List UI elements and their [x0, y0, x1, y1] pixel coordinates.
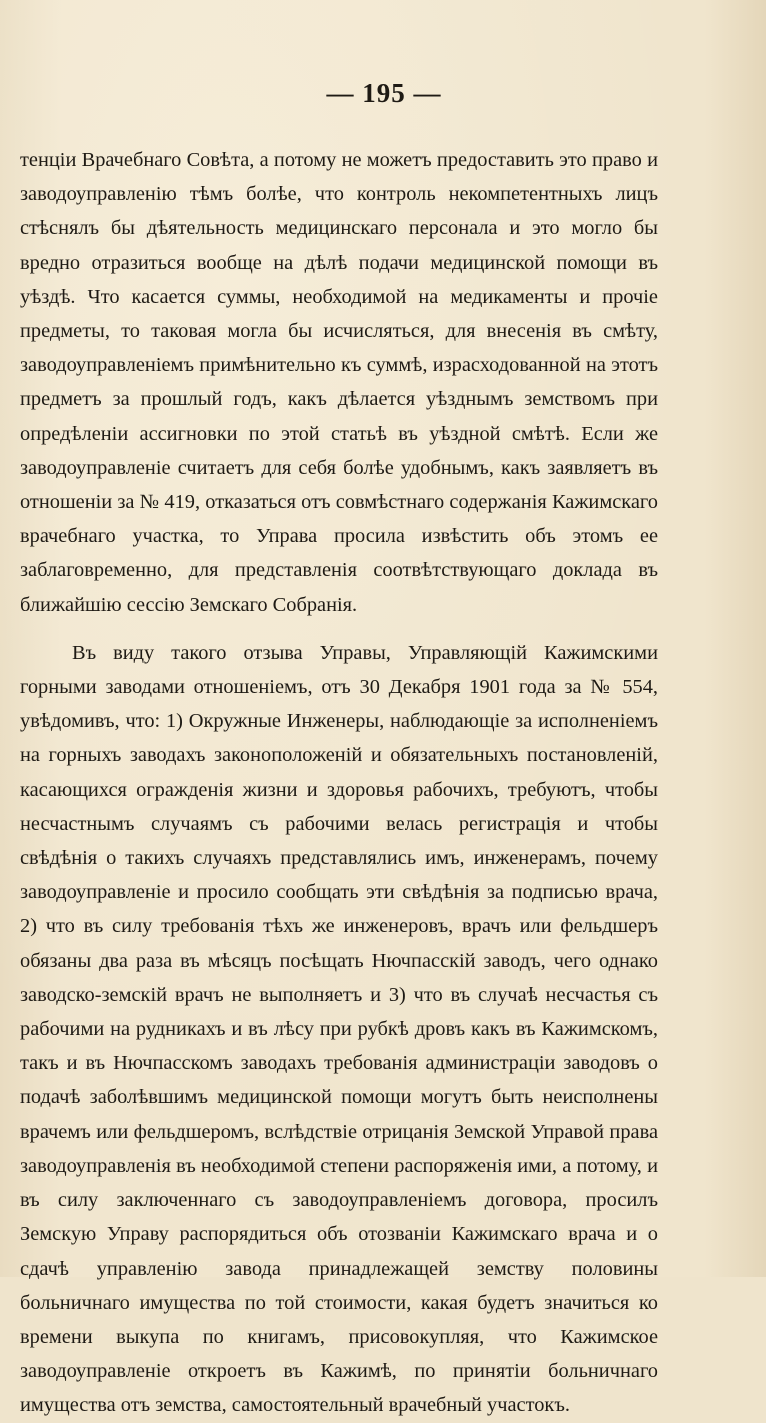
page-number: — 195 —	[326, 78, 442, 108]
paragraph-1: тенціи Врачебнаго Совѣта, а потому не можетъ предоставить это право и заводоуправленію тѣмъ болѣе, что контроль некомпетентныхъ лицъ стѣснялъ бы дѣятельность медицинскаго персонала и это могло бы вредно отразиться вообще на дѣлѣ подачи медицинской помощи въ уѣздѣ. Что касается суммы, необходимой на медикаменты и прочіе предметы, то таковая могла бы исчисляться, для внесенія въ смѣту, заводоуправленіемъ примѣнительно къ суммѣ, израсходованной на этотъ предметъ за прошлый годъ, какъ дѣлается уѣзднымъ земствомъ при опредѣленіи ассигновки по этой статьѣ въ уѣздной смѣтѣ. Если же заводоуправленіе считаетъ для себя болѣе удобнымъ, какъ заявляетъ въ отношеніи за № 419, отказаться отъ совмѣстнаго содержанія Кажимскаго врачебнаго участка, то Управа просила извѣстить объ этомъ ее заблаговременно, для представленія соотвѣтствующаго доклада въ ближайшію сессію Земскаго Собранія.	[20, 149, 658, 616]
paragraph-2: Въ виду такого отзыва Управы, Управляющій Кажимскими горными заводами отношеніемъ, отъ 30 Декабря 1901 года за № 554, увѣдомивъ, что: 1) Окружные Инженеры, наблюдающіе за исполненіемъ на горныхъ заводахъ законоположеній и обязательныхъ постановленій, касающихся огражденія жизни и здоровья рабочихъ, требуютъ, чтобы несчастнымъ случаямъ съ рабочими велась регистрація и чтобы свѣдѣнія о такихъ случаяхъ представлялись имъ, инженерамъ, почему заводоуправленіе и просило сообщать эти свѣдѣнія за подписью врача, 2) что въ силу требованія тѣхъ же инженеровъ, врачъ или фельдшеръ обязаны два раза въ мѣсяцъ посѣщать Нючпасскій заводъ, чего однако заводско-земскій врачъ не выполняетъ и 3) что въ случаѣ несчастья съ рабочими на рудникахъ и въ лѣсу при рубкѣ дровъ какъ въ Кажимскомъ, такъ и въ Нючпасскомъ заводахъ требованія администраціи заводовъ о подачѣ заболѣвшимъ медицинской помощи могутъ быть неисполнены врачемъ или фельдшеромъ, вслѣдствіе отрицанія Земской Управой права заводоуправленія въ необходимой степени распоряженія ими, а потому, и въ силу заключеннаго съ заводоуправленіемъ договора, просилъ Земскую Управу распорядиться объ отозваніи Кажимскаго врача и о сдачѣ управленію завода принадлежащей земству половины больничнаго имущества по той стоимости, какая будетъ значиться ко времени выкупа по книгамъ, присовокупляя, что Кажимское заводоуправленіе откроетъ въ Кажимѣ, по принятіи больничнаго имущества отъ земства, самостоятельный врачебный участокъ.	[20, 641, 658, 1417]
